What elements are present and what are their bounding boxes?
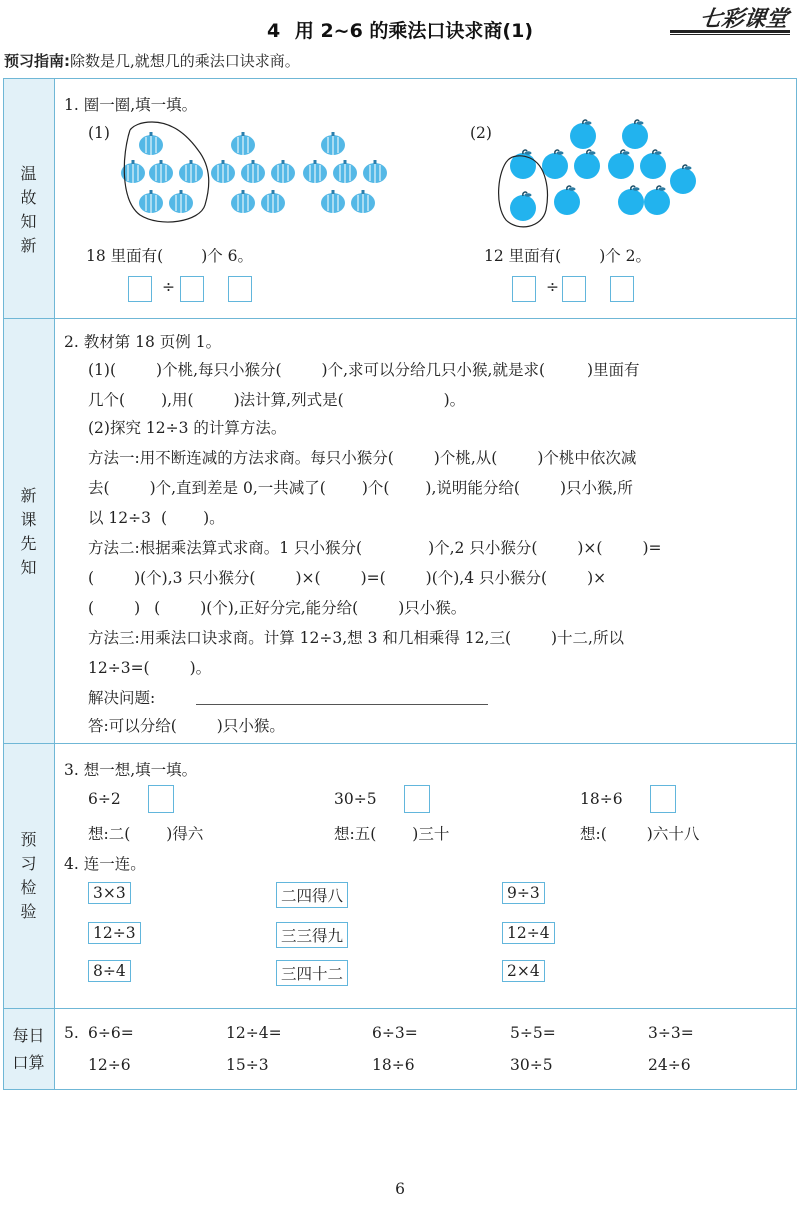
q5-item: 12÷6	[88, 1056, 131, 1074]
q2-method2-line2	[88, 566, 606, 588]
match-card-left[interactable]: 12÷3	[88, 922, 141, 944]
apple-icon	[670, 165, 696, 194]
answer-box[interactable]	[128, 276, 152, 302]
pumpkin-icon	[351, 190, 375, 213]
q2-title: 2. 教材第 18 页例 1。	[64, 333, 222, 351]
q3-title: 3. 想一想,填一填。	[64, 761, 198, 779]
answer-box[interactable]	[228, 276, 252, 302]
brand-text: 七彩课堂	[697, 7, 790, 32]
q2-text: )个,2 只小猴分(	[428, 539, 538, 557]
section-divider	[3, 318, 797, 319]
q2-text: 答:可以分给(	[88, 717, 177, 735]
match-card-right[interactable]: 2×4	[502, 960, 545, 982]
q1-text-b: )个 2。	[599, 247, 652, 265]
q2-text: )×	[587, 569, 607, 587]
section-label-daily	[3, 1022, 54, 1076]
q3-think	[334, 822, 449, 844]
lesson-title: 用 2~6 的乘法口诀求商(1)	[294, 20, 534, 42]
q3-think	[88, 822, 203, 844]
apple-icon	[554, 186, 580, 215]
q2-text: )。	[443, 391, 466, 409]
q5-item: 18÷6	[372, 1056, 415, 1074]
pumpkin-icon	[139, 132, 163, 155]
q2-method3-line2	[88, 656, 211, 678]
guide-label: 预习指南:	[4, 52, 70, 70]
q2-text: )(个),3 只小猴分(	[134, 569, 256, 587]
brand-underline	[670, 30, 790, 35]
match-card-middle[interactable]: 三四十二	[276, 960, 348, 986]
q5-item: 5÷5=	[510, 1024, 556, 1042]
lesson-number: 4	[266, 20, 281, 42]
q3-think-text: )得六	[166, 825, 204, 843]
answer-box[interactable]	[512, 276, 536, 302]
q3-think	[580, 822, 699, 844]
q2-method2-line1	[88, 536, 662, 558]
divide-sign: ÷	[546, 278, 559, 296]
pumpkin-icon	[149, 160, 173, 183]
apple-icon	[510, 192, 536, 221]
q2-text: )法计算,列式是(	[233, 391, 344, 409]
pumpkin-icon	[179, 160, 203, 183]
q3-expr: 18÷6	[580, 790, 623, 808]
answer-box[interactable]	[180, 276, 204, 302]
apple-icon	[622, 120, 648, 149]
q2-text: )个(	[361, 479, 390, 497]
q5-label: 5.	[64, 1024, 79, 1042]
q4-title: 4. 连一连。	[64, 855, 146, 873]
preview-guide	[4, 50, 300, 71]
q2-text: ),说明能分给(	[425, 479, 520, 497]
q2-line1	[88, 358, 640, 380]
section-label-text: 温 故 知 新	[20, 164, 37, 255]
apple-icon	[640, 150, 666, 179]
q2-text: )(个),4 只小猴分(	[425, 569, 548, 587]
q3-think-text: )六十八	[646, 825, 700, 843]
q2-text: )。	[203, 509, 225, 527]
q2-text: 12÷3=(	[88, 659, 150, 677]
q2-text: 方法三:用乘法口诀求商。计算 12÷3,想 3 和几相乘得 12,三(	[88, 629, 511, 647]
q2-method2-line3	[88, 596, 466, 618]
q2-text: (1)(	[88, 361, 117, 379]
q1-text-a: 12 里面有(	[484, 247, 562, 265]
q1-text-b: )个 6。	[201, 247, 254, 265]
q2-text: )个,求可以分给几只小猴,就是求(	[321, 361, 545, 379]
match-card-middle[interactable]: 二四得八	[276, 882, 348, 908]
q2-line2	[88, 388, 465, 410]
q2-text: )×(	[577, 539, 603, 557]
apple-icon	[570, 120, 596, 149]
q5-item: 3÷3=	[648, 1024, 694, 1042]
answer-box[interactable]	[148, 785, 174, 813]
pumpkin-icon	[211, 160, 235, 183]
section-label-check	[3, 828, 54, 924]
pumpkin-icon	[261, 190, 285, 213]
q5-item: 6÷6=	[88, 1024, 134, 1042]
q5-item: 30÷5	[510, 1056, 553, 1074]
pumpkin-icon	[333, 160, 357, 183]
q2-text: )=(	[360, 569, 386, 587]
q1-part2-question	[484, 244, 651, 266]
pumpkin-icon	[321, 190, 345, 213]
pumpkin-icon	[241, 160, 265, 183]
guide-text: 除数是几,就想几的乘法口诀求商。	[70, 52, 300, 70]
q1-part1-question	[86, 244, 253, 266]
q1-prompt: 1. 圈一圈,填一填。	[64, 96, 198, 114]
q1-part2-label: (2)	[470, 124, 492, 142]
answer-box[interactable]	[562, 276, 586, 302]
pumpkin-icon	[231, 132, 255, 155]
q2-text: )个桃,每只小猴分(	[156, 361, 282, 379]
match-card-left[interactable]: 3×3	[88, 882, 131, 904]
pumpkin-icon	[363, 160, 387, 183]
q2-text: )十二,所以	[551, 629, 624, 647]
q2-text: 以 12÷3	[88, 509, 151, 527]
match-card-right[interactable]: 12÷4	[502, 922, 555, 944]
match-card-right[interactable]: 9÷3	[502, 882, 545, 904]
apple-icon	[608, 150, 634, 179]
q2-text: )=	[642, 539, 662, 557]
q3-think-text: 想:五(	[334, 825, 377, 843]
q2-text: 几个(	[88, 391, 126, 409]
q1-part1-label: (1)	[88, 124, 110, 142]
q2-solve-label: 解决问题:	[88, 689, 156, 707]
pumpkin-icon	[231, 190, 255, 213]
q2-text: )个桃中依次减	[537, 449, 637, 467]
q2-answer	[88, 714, 285, 736]
section-label-text: 预 习 检 验	[20, 830, 37, 921]
apple-icon	[510, 150, 536, 179]
pumpkin-icon	[321, 132, 345, 155]
q2-line3: (2)探究 12÷3 的计算方法。	[88, 419, 287, 437]
q2-text: (	[88, 599, 95, 617]
answer-box[interactable]	[650, 785, 676, 813]
q1-illustration	[60, 110, 800, 240]
apple-icon	[644, 186, 670, 215]
q3-think-text: 想:(	[580, 825, 607, 843]
q2-text: 方法一:用不断连减的方法求商。每只小猴分(	[88, 449, 394, 467]
q2-text: )个,直到差是 0,一共减了(	[149, 479, 326, 497]
q2-method1-line2	[88, 476, 633, 498]
pumpkin-icon	[169, 190, 193, 213]
brand-logo	[698, 2, 790, 33]
q2-method1-line3	[88, 506, 225, 528]
page-number: 6	[395, 1180, 405, 1198]
divide-sign: ÷	[162, 278, 175, 296]
q3-expr: 6÷2	[88, 790, 121, 808]
q2-text: 方法二:根据乘法算式求商。1 只小猴分(	[88, 539, 363, 557]
match-card-left[interactable]: 8÷4	[88, 960, 131, 982]
section-label-new	[3, 484, 54, 580]
section-divider	[3, 1008, 797, 1009]
q2-text: )。	[189, 659, 212, 677]
q3-think-text: )三十	[412, 825, 450, 843]
q2-text: )个桃,从(	[433, 449, 498, 467]
q2-method3-line1	[88, 626, 624, 648]
section-label-review	[3, 162, 54, 258]
sidebar-divider	[54, 78, 55, 1090]
apple-icon	[574, 150, 600, 179]
solve-answer-line[interactable]	[196, 704, 488, 705]
q5-item: 15÷3	[226, 1056, 269, 1074]
pumpkin-icon	[139, 190, 163, 213]
q3-expr: 30÷5	[334, 790, 377, 808]
answer-box[interactable]	[404, 785, 430, 813]
q2-text: )只小猴。	[216, 717, 285, 735]
q2-text: )只小猴,所	[559, 479, 633, 497]
q2-text: (	[88, 569, 95, 587]
match-card-middle[interactable]: 三三得九	[276, 922, 348, 948]
q2-method1-line1	[88, 446, 636, 468]
apple-icon	[542, 150, 568, 179]
q2-text: (	[154, 599, 161, 617]
q2-text: ),用(	[161, 391, 194, 409]
q2-text: )	[134, 599, 141, 617]
q3-think-text: 想:二(	[88, 825, 131, 843]
q2-text: )×(	[295, 569, 321, 587]
section-label-text: 新 课 先 知	[20, 486, 37, 577]
answer-box[interactable]	[610, 276, 634, 302]
q2-text: )只小猴。	[398, 599, 467, 617]
q2-text: 去(	[88, 479, 110, 497]
q5-item: 6÷3=	[372, 1024, 418, 1042]
pumpkin-icon	[303, 160, 327, 183]
pumpkin-icon	[271, 160, 295, 183]
q2-text: )里面有	[587, 361, 640, 379]
q1-text-a: 18 里面有(	[86, 247, 164, 265]
section-label-text: 每日 口算	[12, 1026, 45, 1072]
section-divider	[3, 743, 797, 744]
q5-item: 12÷4=	[226, 1024, 282, 1042]
apple-icon	[618, 186, 644, 215]
q2-text: )(个),正好分完,能分给(	[200, 599, 359, 617]
q2-text: (	[161, 509, 168, 527]
q5-item: 24÷6	[648, 1056, 691, 1074]
